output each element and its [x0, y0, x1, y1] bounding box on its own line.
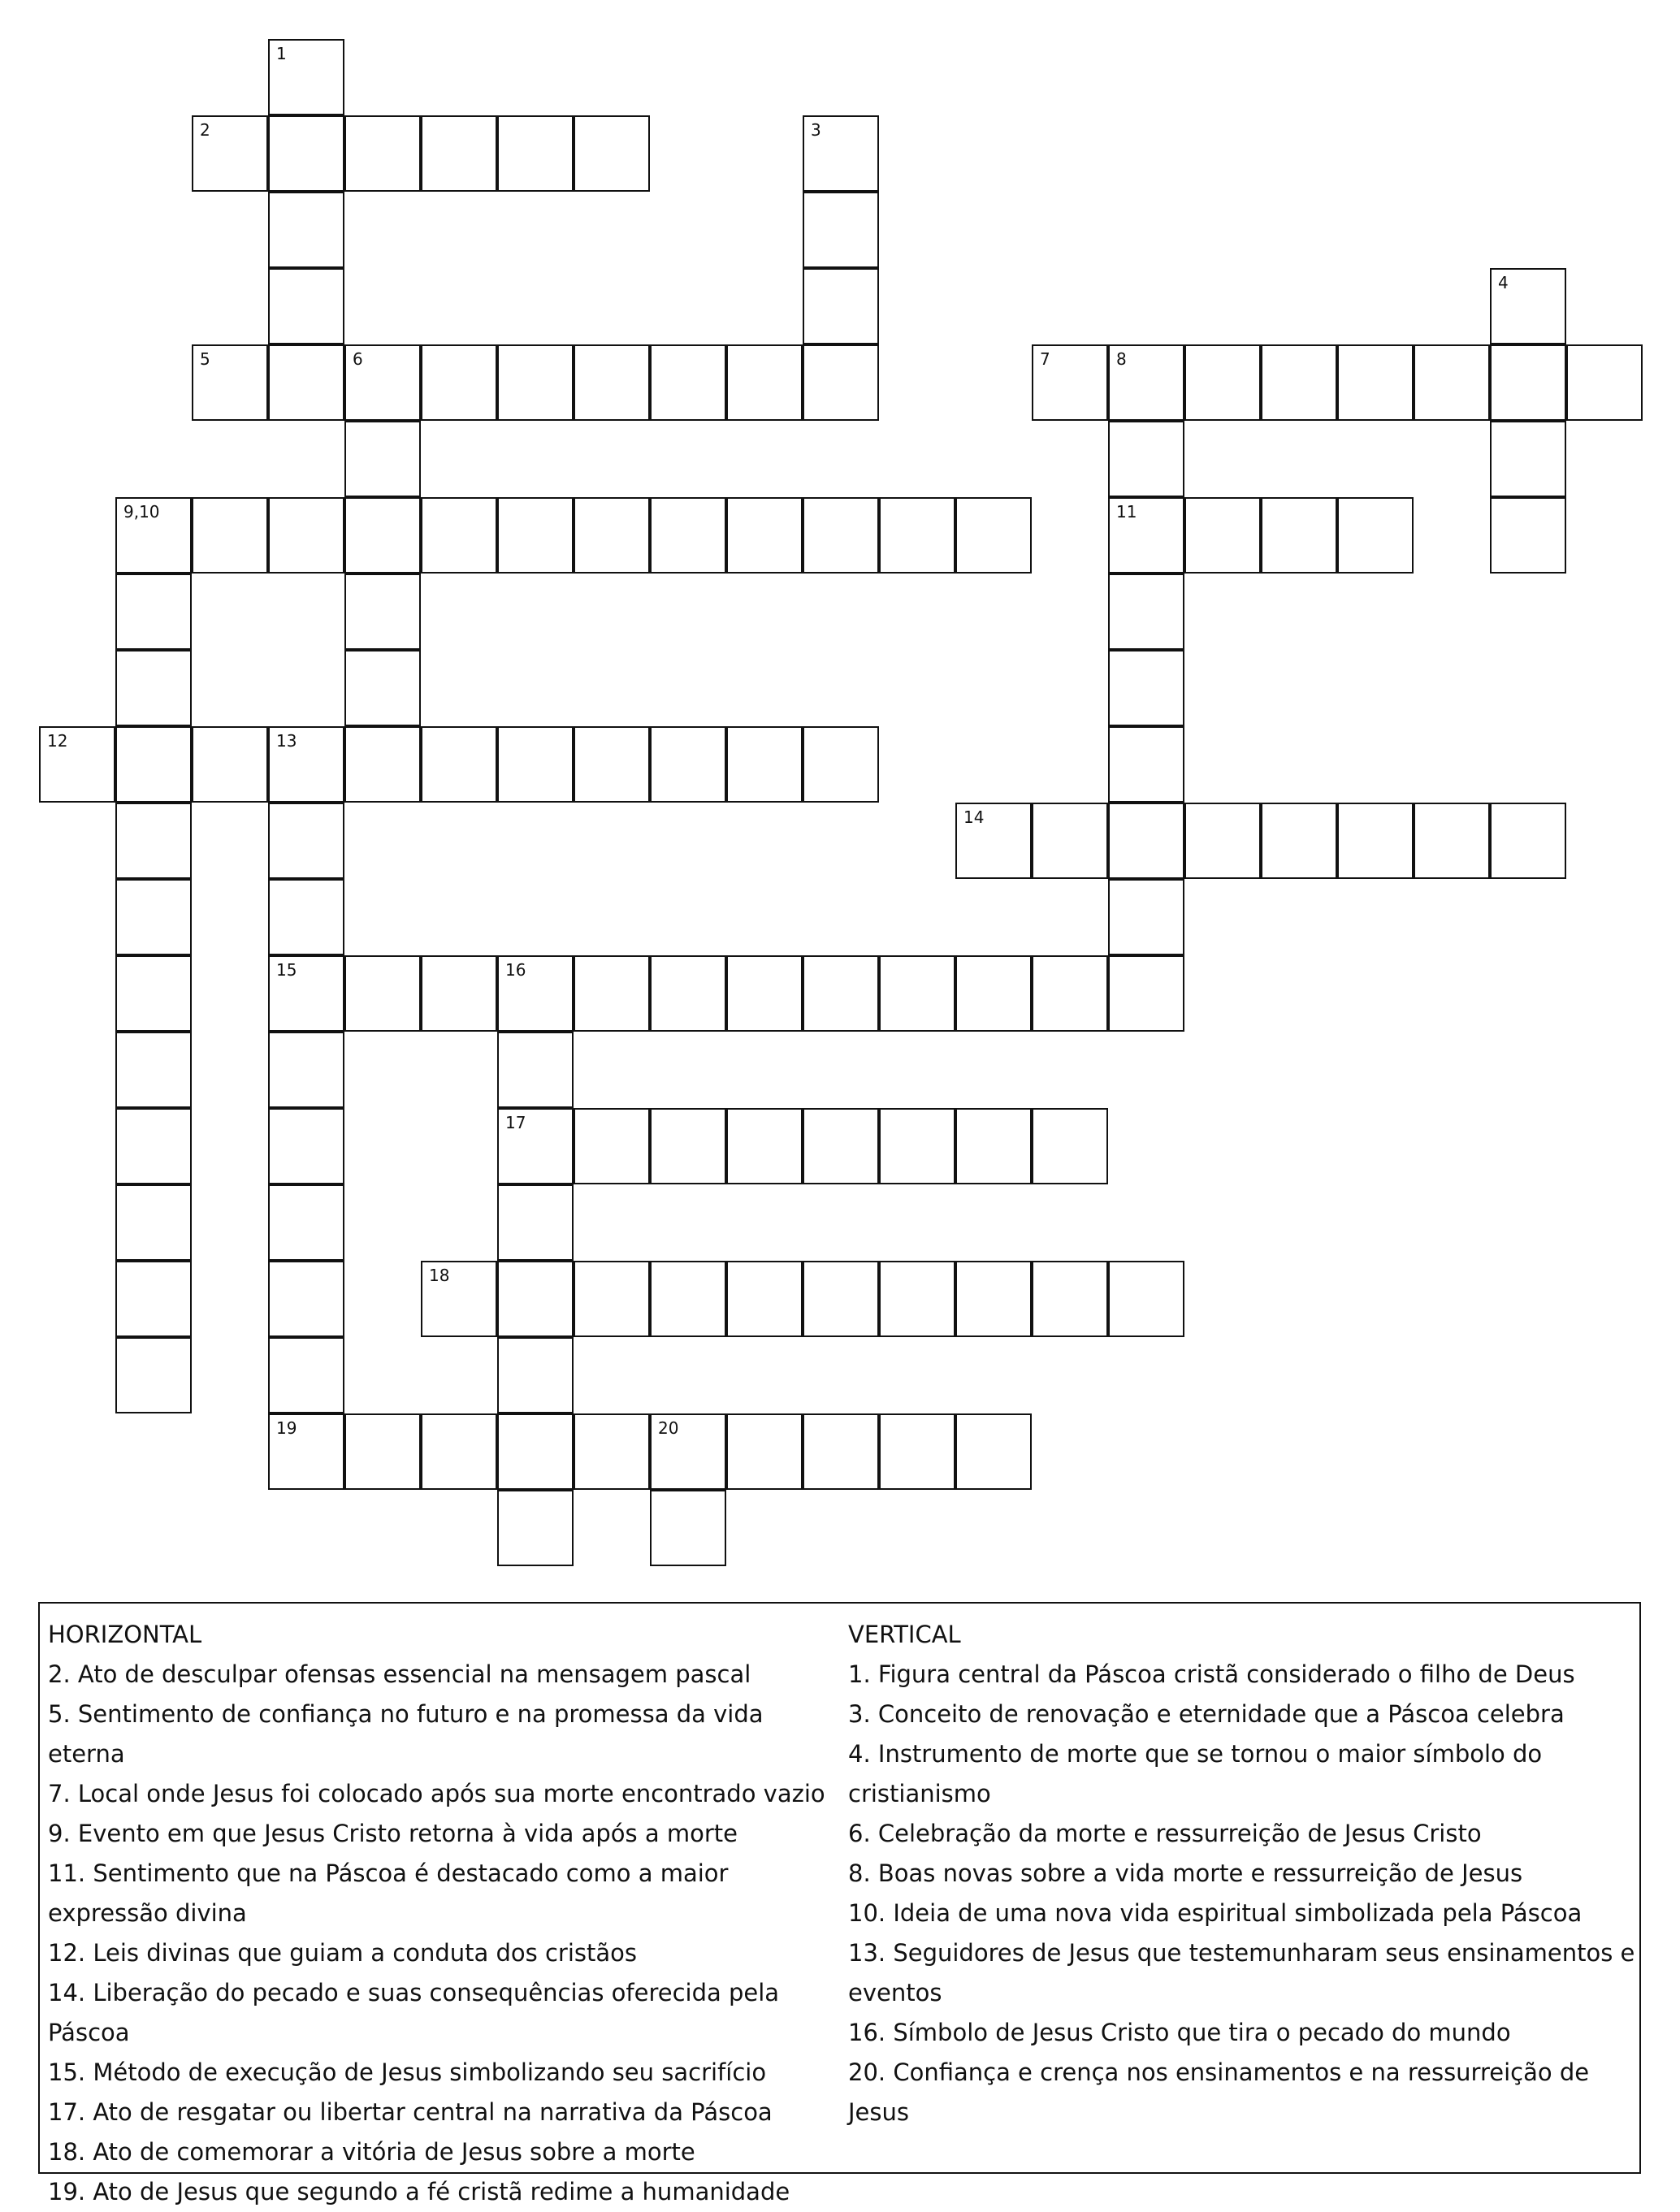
crossword-cell[interactable]: [1032, 1108, 1108, 1184]
crossword-cell[interactable]: [1184, 497, 1261, 574]
crossword-cell[interactable]: [1414, 344, 1490, 421]
crossword-cell[interactable]: [1108, 803, 1184, 879]
clue-number: 13: [276, 731, 297, 751]
crossword-cell[interactable]: [421, 726, 497, 803]
crossword-cell[interactable]: [1108, 879, 1184, 955]
crossword-cell-numbered[interactable]: [497, 1108, 574, 1184]
crossword-cell[interactable]: [497, 1490, 574, 1566]
crossword-cell[interactable]: [1566, 344, 1643, 421]
crossword-cell-numbered[interactable]: [344, 344, 421, 421]
vertical-clue: 6. Celebração da morte e ressurreição de Jesus Cristo: [848, 1820, 1482, 1847]
crossword-cell[interactable]: [268, 879, 344, 955]
crossword-cell[interactable]: [115, 650, 192, 726]
crossword-cell[interactable]: [803, 1108, 879, 1184]
crossword-cell[interactable]: [268, 115, 344, 192]
crossword-cell-numbered[interactable]: [421, 1261, 497, 1337]
crossword-cell[interactable]: [497, 1337, 574, 1413]
clue-number: 16: [505, 960, 526, 980]
crossword-cell[interactable]: [574, 1413, 650, 1490]
vertical-clues: [848, 1615, 1636, 2132]
crossword-cell[interactable]: [115, 955, 192, 1032]
clue-number: 19: [276, 1418, 297, 1438]
crossword-cell[interactable]: [726, 344, 803, 421]
crossword-cell[interactable]: [726, 1261, 803, 1337]
crossword-cell[interactable]: [1184, 803, 1261, 879]
clue-number: 7: [1040, 349, 1050, 369]
crossword-cell-numbered[interactable]: [1108, 497, 1184, 574]
crossword-cell-numbered[interactable]: [39, 726, 115, 803]
crossword-cell[interactable]: [497, 1184, 574, 1261]
crossword-cell[interactable]: [115, 574, 192, 650]
crossword-cell[interactable]: [726, 497, 803, 574]
crossword-cell[interactable]: [1032, 1261, 1108, 1337]
crossword-cell[interactable]: [268, 1184, 344, 1261]
crossword-cell[interactable]: [650, 1108, 726, 1184]
crossword-cell[interactable]: [1337, 497, 1414, 574]
crossword-cell[interactable]: [115, 1032, 192, 1108]
clue-number: 17: [505, 1113, 526, 1132]
crossword-cell-numbered[interactable]: [192, 115, 268, 192]
crossword-cell[interactable]: [574, 955, 650, 1032]
crossword-cell[interactable]: [650, 955, 726, 1032]
crossword-cell[interactable]: [115, 803, 192, 879]
horizontal-title: HORIZONTAL: [48, 1621, 202, 1648]
vertical-title: VERTICAL: [848, 1621, 961, 1648]
horizontal-clue: 19. Ato de Jesus que segundo a fé cristã redime a humanidade: [48, 2178, 790, 2206]
crossword-cell[interactable]: [955, 1108, 1032, 1184]
crossword-cell[interactable]: [955, 1413, 1032, 1490]
crossword-cell[interactable]: [1184, 344, 1261, 421]
horizontal-clue-list: [48, 1655, 836, 2212]
crossword-cell[interactable]: [726, 726, 803, 803]
crossword-cell[interactable]: [650, 497, 726, 574]
horizontal-clue: 15. Método de execução de Jesus simbolizando seu sacrifício: [48, 2058, 767, 2086]
horizontal-clue: 2. Ato de desculpar ofensas essencial na mensagem pascal: [48, 1660, 751, 1688]
crossword-cell[interactable]: [497, 344, 574, 421]
crossword-cell[interactable]: [497, 1261, 574, 1337]
clue-number: 9,10: [123, 502, 160, 522]
crossword-cell-numbered[interactable]: [955, 803, 1032, 879]
vertical-clue: 1. Figura central da Páscoa cristã considerado o filho de Deus: [848, 1660, 1575, 1688]
crossword-cell-numbered[interactable]: [497, 955, 574, 1032]
crossword-cell[interactable]: [497, 497, 574, 574]
crossword-cell[interactable]: [879, 1413, 955, 1490]
crossword-cell[interactable]: [879, 955, 955, 1032]
crossword-cell[interactable]: [1108, 1261, 1184, 1337]
clue-number: 18: [429, 1266, 450, 1285]
horizontal-clue: 5. Sentimento de confiança no futuro e na promessa da vida eterna: [48, 1700, 764, 1768]
crossword-cell[interactable]: [1337, 344, 1414, 421]
crossword-cell[interactable]: [955, 955, 1032, 1032]
crossword-cell[interactable]: [1490, 497, 1566, 574]
crossword-cell[interactable]: [115, 879, 192, 955]
crossword-cell[interactable]: [1108, 726, 1184, 803]
horizontal-clue: 7. Local onde Jesus foi colocado após sua morte encontrado vazio: [48, 1780, 825, 1807]
clue-number: 1: [276, 44, 287, 63]
crossword-cell[interactable]: [268, 803, 344, 879]
crossword-cell[interactable]: [1490, 803, 1566, 879]
vertical-clue: 20. Confiança e crença nos ensinamentos e na ressurreição de Jesus: [848, 2058, 1590, 2126]
crossword-cell[interactable]: [1414, 803, 1490, 879]
crossword-cell[interactable]: [879, 1108, 955, 1184]
crossword-cell[interactable]: [1490, 421, 1566, 497]
clue-number: 15: [276, 960, 297, 980]
crossword-cell[interactable]: [803, 497, 879, 574]
crossword-cell[interactable]: [421, 344, 497, 421]
crossword-cell[interactable]: [574, 726, 650, 803]
clue-number: 2: [200, 120, 210, 140]
crossword-cell[interactable]: [268, 268, 344, 344]
crossword-cell[interactable]: [879, 497, 955, 574]
crossword-cell[interactable]: [268, 1108, 344, 1184]
crossword-cell[interactable]: [1490, 344, 1566, 421]
crossword-cell[interactable]: [1108, 650, 1184, 726]
crossword-cell[interactable]: [803, 192, 879, 268]
crossword-cell[interactable]: [344, 955, 421, 1032]
crossword-cell-numbered[interactable]: [268, 1413, 344, 1490]
crossword-cell[interactable]: [268, 497, 344, 574]
crossword-cell[interactable]: [879, 1261, 955, 1337]
clues-panel: [38, 1602, 1641, 2206]
vertical-clue: 8. Boas novas sobre a vida morte e ressurreição de Jesus: [848, 1859, 1523, 1887]
crossword-cell-numbered[interactable]: [268, 726, 344, 803]
crossword-cell-numbered[interactable]: [115, 497, 192, 574]
crossword-cell[interactable]: [344, 726, 421, 803]
crossword-cell[interactable]: [421, 497, 497, 574]
crossword-cell[interactable]: [192, 726, 268, 803]
crossword-cell[interactable]: [497, 115, 574, 192]
crossword-cell[interactable]: [497, 726, 574, 803]
crossword-cell[interactable]: [650, 726, 726, 803]
vertical-clue: 10. Ideia de uma nova vida espiritual simbolizada pela Páscoa: [848, 1899, 1583, 1927]
crossword-cell[interactable]: [955, 1261, 1032, 1337]
crossword-cell-numbered[interactable]: [1108, 344, 1184, 421]
clue-number: 4: [1498, 273, 1509, 292]
crossword-cell[interactable]: [268, 1032, 344, 1108]
crossword-cell[interactable]: [1032, 803, 1108, 879]
crossword-cell[interactable]: [650, 1490, 726, 1566]
crossword-cell[interactable]: [115, 1108, 192, 1184]
crossword-cell[interactable]: [650, 1261, 726, 1337]
crossword-cell[interactable]: [1261, 497, 1337, 574]
horizontal-clue: 17. Ato de resgatar ou libertar central na narrativa da Páscoa: [48, 2098, 773, 2126]
crossword-cell[interactable]: [803, 1413, 879, 1490]
crossword-cell[interactable]: [268, 192, 344, 268]
crossword-cell[interactable]: [497, 1413, 574, 1490]
vertical-clue: 3. Conceito de renovação e eternidade que a Páscoa celebra: [848, 1700, 1565, 1728]
crossword-cell[interactable]: [192, 497, 268, 574]
crossword-cell[interactable]: [115, 1261, 192, 1337]
crossword-cell[interactable]: [1032, 955, 1108, 1032]
crossword-cell[interactable]: [1337, 803, 1414, 879]
clue-number: 6: [353, 349, 363, 369]
horizontal-clue: 9. Evento em que Jesus Cristo retorna à vida após a morte: [48, 1820, 738, 1847]
clue-number: 3: [811, 120, 821, 140]
crossword-cell[interactable]: [726, 1413, 803, 1490]
crossword-cell[interactable]: [115, 726, 192, 803]
crossword-cell[interactable]: [268, 344, 344, 421]
crossword-cell[interactable]: [726, 1108, 803, 1184]
crossword-cell-numbered[interactable]: [1490, 268, 1566, 344]
crossword-cell[interactable]: [574, 1108, 650, 1184]
horizontal-clues: [48, 1615, 836, 2212]
crossword-cell[interactable]: [803, 955, 879, 1032]
crossword-cell[interactable]: [726, 955, 803, 1032]
crossword-cell[interactable]: [115, 1337, 192, 1413]
crossword-cell[interactable]: [421, 1413, 497, 1490]
crossword-cell[interactable]: [421, 115, 497, 192]
crossword-cell-numbered[interactable]: [192, 344, 268, 421]
crossword-cell[interactable]: [574, 344, 650, 421]
crossword-cell[interactable]: [574, 497, 650, 574]
clue-number: 14: [963, 807, 985, 827]
clue-number: 12: [47, 731, 68, 751]
crossword-cell[interactable]: [268, 1337, 344, 1413]
crossword-cell[interactable]: [344, 115, 421, 192]
vertical-clue: 4. Instrumento de morte que se tornou o maior símbolo do cristianismo: [848, 1740, 1543, 1807]
vertical-clue-list: [848, 1655, 1636, 2132]
clue-number: 20: [658, 1418, 679, 1438]
crossword-cell-numbered[interactable]: [268, 39, 344, 115]
crossword-cell-numbered[interactable]: [803, 115, 879, 192]
crossword-cell[interactable]: [268, 1261, 344, 1337]
crossword-cell-numbered[interactable]: [650, 1413, 726, 1490]
crossword-cell[interactable]: [803, 268, 879, 344]
crossword-cell[interactable]: [1108, 955, 1184, 1032]
horizontal-clue: 18. Ato de comemorar a vitória de Jesus sobre a morte: [48, 2138, 695, 2166]
clue-number: 5: [200, 349, 210, 369]
crossword-cell[interactable]: [803, 1261, 879, 1337]
crossword-cell[interactable]: [650, 344, 726, 421]
crossword-cell[interactable]: [1261, 803, 1337, 879]
crossword-cell[interactable]: [344, 650, 421, 726]
horizontal-clue: 14. Liberação do pecado e suas consequências oferecida pela Páscoa: [48, 1979, 780, 2046]
vertical-clue: 16. Símbolo de Jesus Cristo que tira o pecado do mundo: [848, 2019, 1511, 2046]
crossword-cell[interactable]: [1108, 574, 1184, 650]
crossword-cell[interactable]: [344, 574, 421, 650]
crossword-cell-numbered[interactable]: [268, 955, 344, 1032]
crossword-cell[interactable]: [1261, 344, 1337, 421]
crossword-cell-numbered[interactable]: [1032, 344, 1108, 421]
crossword-cell[interactable]: [497, 1032, 574, 1108]
crossword-cell[interactable]: [344, 1413, 421, 1490]
crossword-cell[interactable]: [115, 1184, 192, 1261]
crossword-cell[interactable]: [955, 497, 1032, 574]
clue-number: 11: [1116, 502, 1137, 522]
crossword-cell[interactable]: [344, 421, 421, 497]
crossword-cell[interactable]: [803, 726, 879, 803]
crossword-cell[interactable]: [1108, 421, 1184, 497]
crossword-cell[interactable]: [574, 1261, 650, 1337]
clue-number: 8: [1116, 349, 1127, 369]
horizontal-clue: 11. Sentimento que na Páscoa é destacado como a maior expressão divina: [48, 1859, 729, 1927]
horizontal-clue: 12. Leis divinas que guiam a conduta dos cristãos: [48, 1939, 638, 1967]
crossword-cell[interactable]: [421, 955, 497, 1032]
crossword-cell[interactable]: [344, 497, 421, 574]
vertical-clue: 13. Seguidores de Jesus que testemunharam seus ensinamentos e eventos: [848, 1939, 1635, 2006]
crossword-cell[interactable]: [803, 344, 879, 421]
crossword-cell[interactable]: [574, 115, 650, 192]
